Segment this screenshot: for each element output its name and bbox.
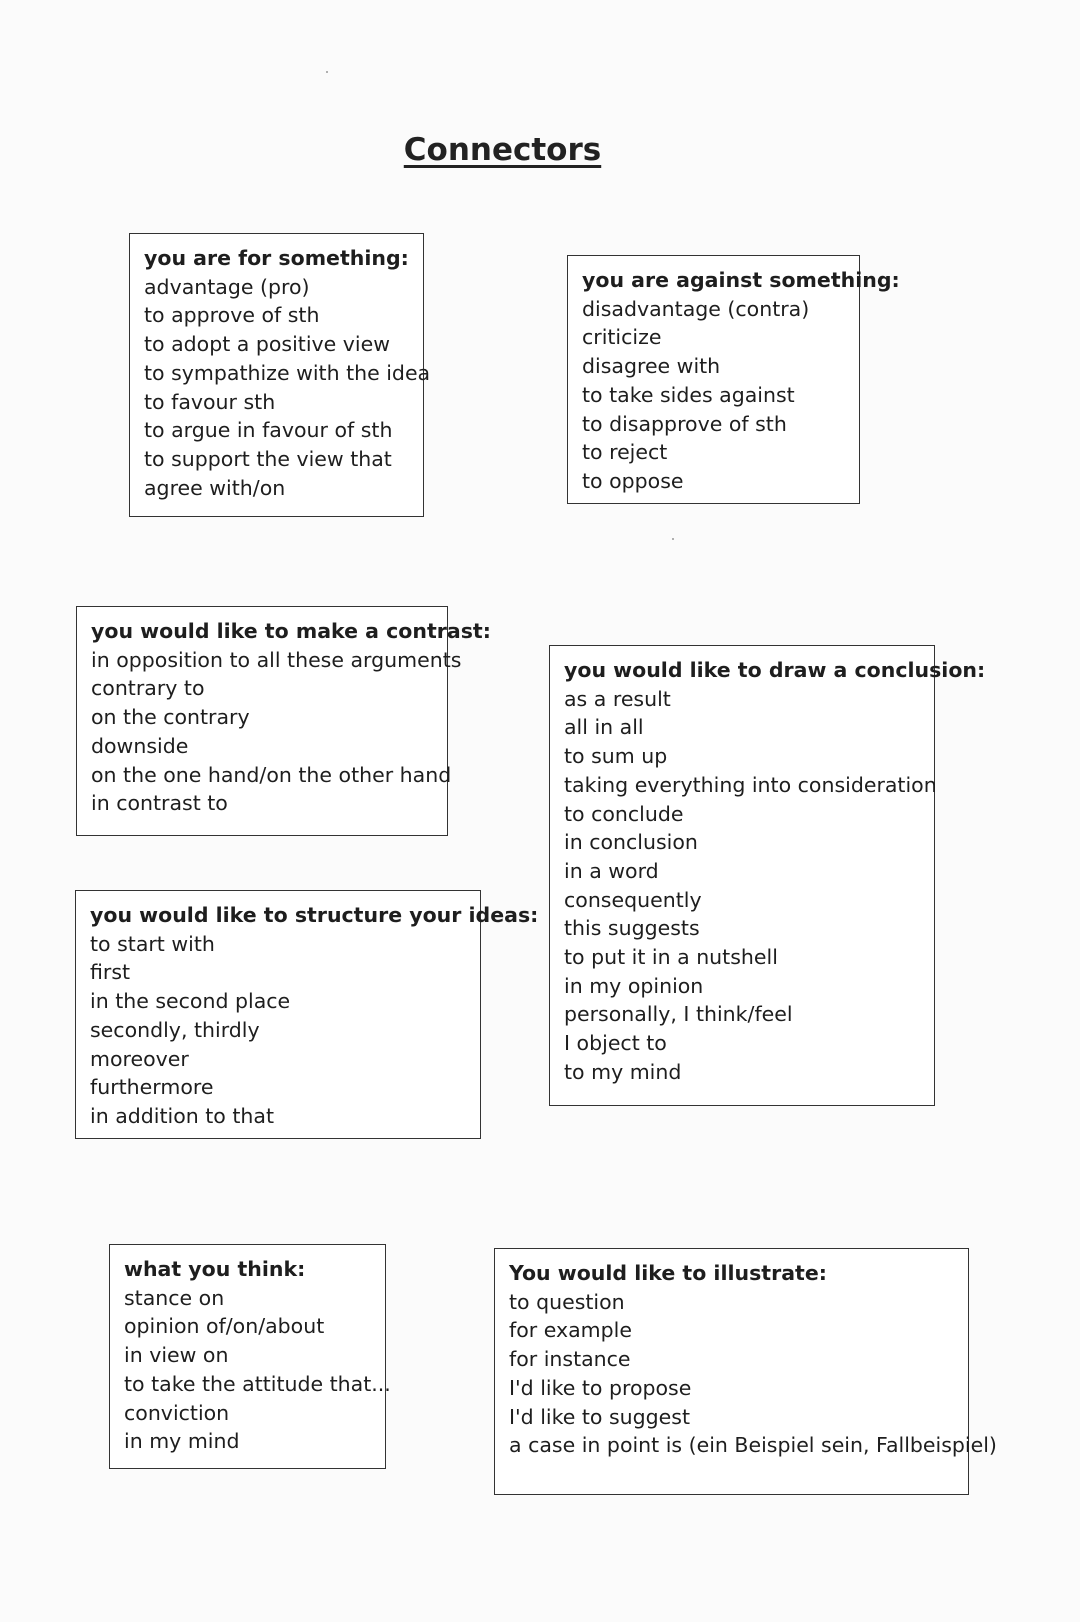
phrase-item: first [90,960,131,985]
phrase-item: secondly, thirdly [90,1017,260,1042]
box-heading: you would like to structure your ideas: [90,903,539,927]
box-heading: You would like to illustrate: [509,1261,827,1285]
scan-speck [326,71,328,73]
phrase-item: moreover [90,1046,189,1071]
box-conclusion [549,645,986,1106]
phrase-item: for instance [509,1347,631,1372]
phrase-item: contrary to [91,676,205,701]
phrase-item: agree with/on [144,475,286,500]
phrase-list [564,685,937,1087]
phrase-item: to start with [90,931,215,956]
phrase-item: in my mind [124,1429,240,1454]
phrase-item: to favour sth [144,389,276,414]
phrase-item: in addition to that [90,1103,274,1128]
phrase-item: in opposition to all these arguments [91,647,462,672]
phrase-item: opinion of/on/about [124,1314,325,1339]
phrase-item: in view on [124,1343,229,1368]
box-against-something [567,255,900,504]
page-title: Connectors [403,132,602,168]
phrase-item: I object to [564,1031,667,1056]
phrase-item: downside [91,733,189,758]
phrase-item: to support the view that [144,446,392,471]
box-what-you-think [109,1244,391,1469]
phrase-item: in my opinion [564,973,704,998]
phrase-item: to take sides against [582,382,795,407]
phrase-item: to reject [582,440,668,465]
box-heading: you would like to make a contrast: [91,619,491,643]
phrase-item: all in all [564,715,644,740]
box-heading: you would like to draw a conclusion: [564,658,986,682]
phrase-item: a case in point is (ein Beispiel sein, Fallbeispiel) [509,1433,997,1458]
phrase-item: to oppose [582,468,684,493]
phrase-item: to take the attitude that... [124,1371,391,1396]
phrase-item: conviction [124,1400,230,1425]
scan-speck [672,538,674,540]
phrase-item: advantage (pro) [144,274,310,299]
phrase-item: in contrast to [91,791,228,816]
phrase-item: stance on [124,1285,225,1310]
phrase-item: to question [509,1289,625,1314]
phrase-item: I'd like to suggest [509,1404,690,1429]
phrase-list [90,930,466,1131]
phrase-item: furthermore [90,1075,214,1100]
phrase-item: to my mind [564,1059,682,1084]
box-for-something [129,233,431,517]
box-heading: you are for something: [144,246,409,270]
phrase-list [509,1288,997,1460]
phrase-item: to argue in favour of sth [144,418,393,443]
phrase-item: to put it in a nutshell [564,945,778,970]
phrase-item: disagree with [582,354,721,379]
phrase-list [91,646,462,818]
phrase-item: disadvantage (contra) [582,296,810,321]
phrase-item: to approve of sth [144,303,320,328]
phrase-item: on the one hand/on the other hand [91,762,452,787]
box-contrast [76,606,491,836]
phrase-item: to conclude [564,801,684,826]
phrase-item: I'd like to propose [509,1375,692,1400]
phrase-list [124,1284,391,1456]
box-structure-ideas [75,890,539,1139]
phrase-item: criticize [582,325,662,350]
phrase-item: for example [509,1318,632,1343]
phrase-item: to sympathize with the idea [144,360,431,385]
phrase-item: to adopt a positive view [144,332,390,357]
phrase-item: to sum up [564,744,668,769]
phrase-item: in a word [564,858,659,883]
phrase-item: personally, I think/feel [564,1002,793,1027]
phrase-item: taking everything into consideration [564,772,937,797]
phrase-item: in the second place [90,989,291,1014]
phrase-item: as a result [564,686,671,711]
phrase-item: this suggests [564,916,700,941]
phrase-list [144,273,431,503]
phrase-list [582,295,845,496]
box-heading: what you think: [124,1257,306,1281]
phrase-item: to disapprove of sth [582,411,787,436]
box-illustrate [494,1248,997,1495]
phrase-item: in conclusion [564,830,698,855]
phrase-item: consequently [564,887,702,912]
phrase-item: on the contrary [91,705,250,730]
box-heading: you are against something: [582,268,900,292]
